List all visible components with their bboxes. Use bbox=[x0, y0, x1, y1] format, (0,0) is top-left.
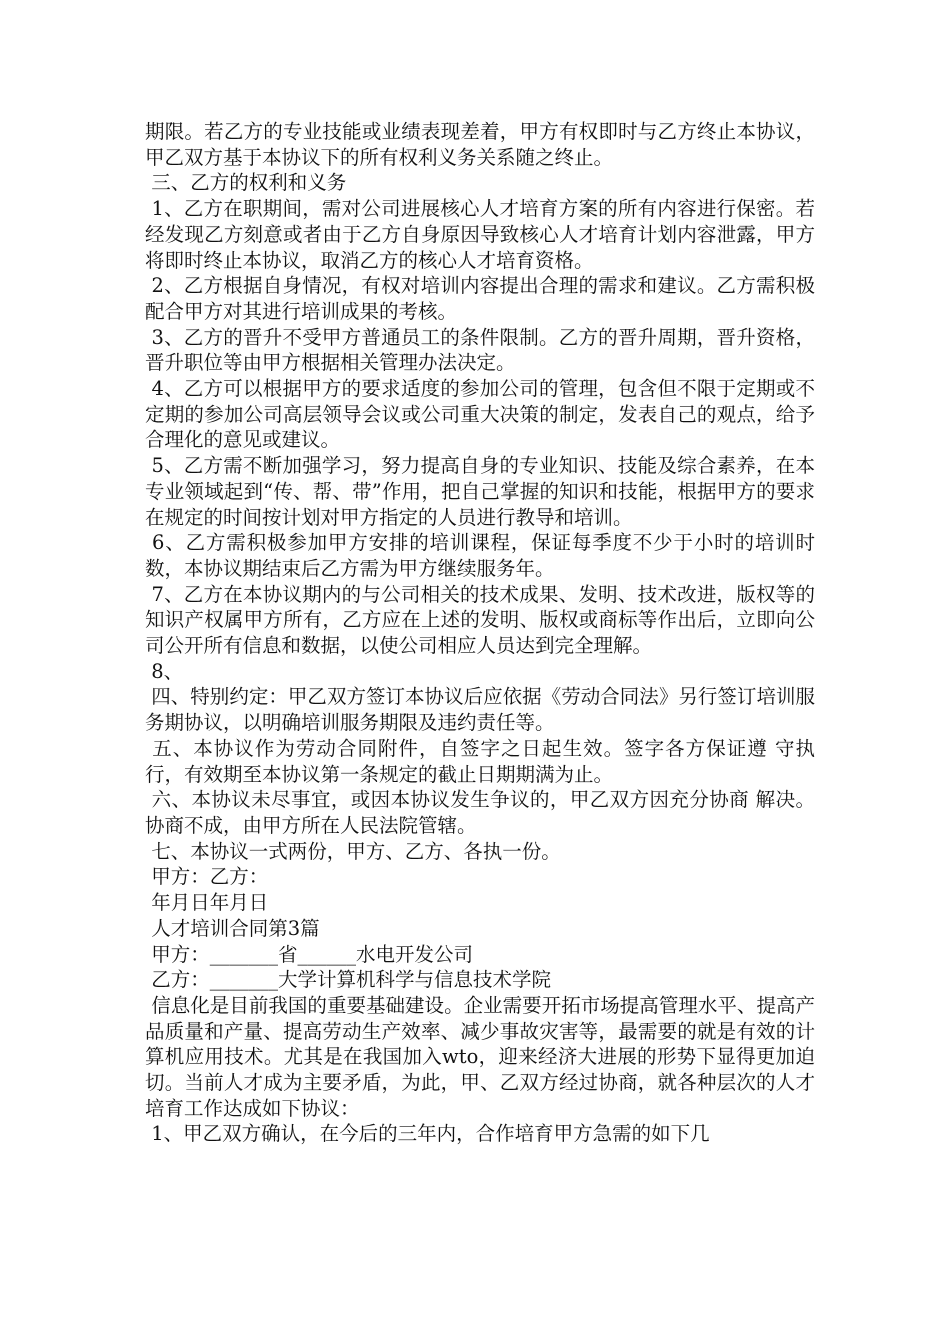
party-a-line: 甲方：_______省______水电开发公司 bbox=[145, 942, 473, 966]
paragraph-section-7: 七、本协议一式两份，甲方、乙方、各执一份。 bbox=[145, 839, 561, 863]
paragraph-item-8: 8、 bbox=[145, 659, 184, 683]
paragraph-section-5: 五、本协议作为劳动合同附件，自签字之日起生效。签字各方保证遵 守执行，有效期至本协议第一条规定的截止日期期满为止。 bbox=[145, 736, 815, 786]
contract-title: 人才培训合同第3篇 bbox=[145, 916, 320, 940]
paragraph-termination: 期限。若乙方的专业技能或业绩表现差着，甲方有权即时与乙方终止本协议，甲乙双方基于本协议下的所有权利义务关系随之终止。 bbox=[145, 120, 815, 169]
paragraph-preamble: 信息化是目前我国的重要基础建设。企业需要开拓市场提高管理水平、提高产品质量和产量、提高劳动生产效率、减少事故灾害等，最需要的就是有效的计算机应用技术。尤其是在我国加入wto，迎来经济大进展的形势下显得更加迫切。当前人才成为主要矛盾，为此，甲、乙双方经过协商，就各种层次的人才培育工作达成如下协议： bbox=[145, 993, 815, 1120]
heading-section-3: 三、乙方的权利和义务 bbox=[145, 171, 347, 195]
party-b-line: 乙方：_______大学计算机科学与信息技术学院 bbox=[145, 968, 551, 992]
paragraph-item-4: 4、乙方可以根据甲方的要求适度的参加公司的管理，包含但不限于定期或不定期的参加公司高层领导会议或公司重大决策的制定，发表自己的观点，给予合理化的意见或建议。 bbox=[145, 377, 815, 452]
paragraph-section-6: 六、本协议未尽事宜，或因本协议发生争议的，甲乙双方因充分协商 解决。协商不成，由甲方所在人民法院管辖。 bbox=[145, 788, 816, 837]
signature-dates: 年月日年月日 bbox=[145, 891, 269, 915]
document-page bbox=[145, 119, 815, 1147]
signature-parties: 甲方：乙方： bbox=[145, 865, 269, 889]
paragraph-item-5: 5、乙方需不断加强学习，努力提高自身的专业知识、技能及综合素养，在本专业领域起到“传、帮、带”作用，把自己掌握的知识和技能，根据甲方的要求在规定的时间按计划对甲方指定的人员进行教导和培训。 bbox=[145, 454, 815, 529]
paragraph-item-6: 6、乙方需积极参加甲方安排的培训课程，保证每季度不少于小时的培训时数，本协议期结束后乙方需为甲方继续服务年。 bbox=[145, 531, 815, 580]
paragraph-item-2: 2、乙方根据自身情况，有权对培训内容提出合理的需求和建议。乙方需积极配合甲方对其进行培训成果的考核。 bbox=[145, 274, 815, 323]
paragraph-section-4: 四、特别约定：甲乙双方签订本协议后应依据《劳动合同法》另行签订培训服务期协议，以明确培训服务期限及违约责任等。 bbox=[145, 685, 815, 735]
paragraph-item-7: 7、乙方在本协议期内的与公司相关的技术成果、发明、技术改进，版权等的知识产权属甲方所有，乙方应在上述的发明、版权或商标等作出后，立即向公司公开所有信息和数据，以使公司相应人员达到完全理解。 bbox=[145, 582, 815, 658]
paragraph-item-3: 3、乙方的晋升不受甲方普通员工的条件限制。乙方的晋升周期，晋升资格，晋升职位等由甲方根据相关管理办法决定。 bbox=[145, 325, 815, 375]
paragraph-clause-1: 1、甲乙双方确认，在今后的三年内，合作培育甲方急需的如下几 bbox=[145, 1122, 710, 1146]
paragraph-item-1: 1、乙方在职期间，需对公司进展核心人才培育方案的所有内容进行保密。若经发现乙方刻意或者由于乙方自身原因导致核心人才培育计划内容泄露，甲方将即时终止本协议，取消乙方的核心人才培育资格。 bbox=[145, 197, 815, 272]
